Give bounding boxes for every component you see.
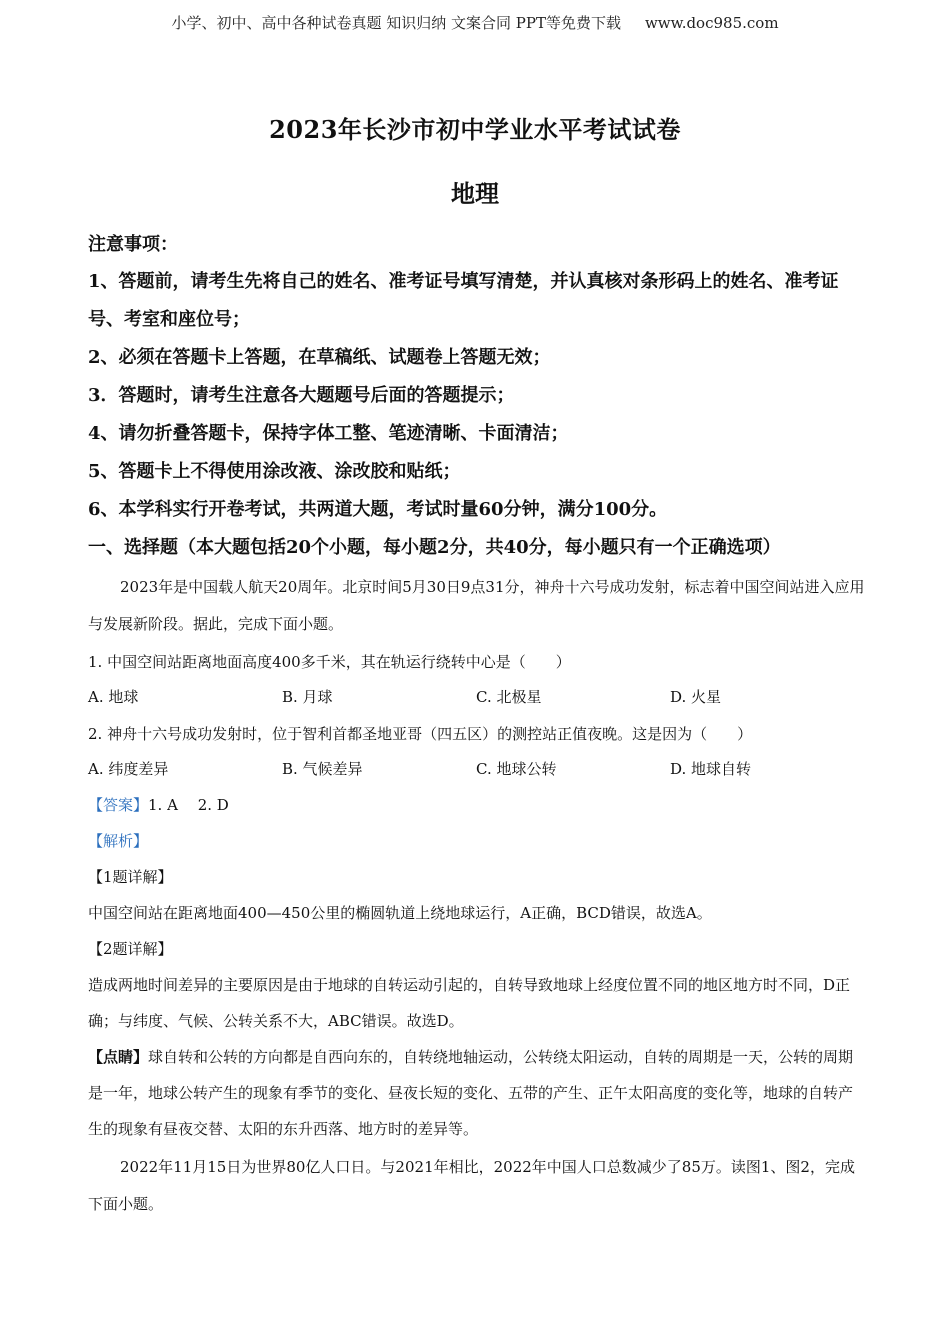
note-item-3: 3．答题时，请考生注意各大题题号后面的答题提示； — [88, 385, 515, 406]
point-paragraph — [88, 1039, 866, 1147]
point-label: 【点睛】 — [88, 1048, 149, 1066]
detail-2-label: 【2题详解】 — [88, 940, 173, 958]
answer-line — [88, 787, 866, 823]
note-item-6: 6、本学科实行开卷考试，共两道大题，考试时量60分钟，满分100分。 — [88, 499, 668, 520]
note-item-5: 5、答题卡上不得使用涂改液、涂改胶和贴纸； — [88, 461, 461, 482]
point-text: 球自转和公转的方向都是自西向东的，自转绕地轴运动，公转绕太阳运动，自转的周期是一天，公转的周期是一年，地球公转产生的现象有季节的变化、昼夜长短的变化、五带的产生、正午太阳高度的变化等，地球的自转产生的现象有昼夜交替、太阳的东升西落、地方时的差异等。 — [88, 1048, 854, 1138]
q1-option-c: C. 北极星 — [476, 688, 542, 706]
analysis-label: 【解析】 — [88, 832, 149, 850]
q2-option-d: D. 地球自转 — [670, 760, 752, 778]
question-1-options — [88, 679, 866, 715]
detail-1-label: 【1题详解】 — [88, 868, 173, 886]
exam-title: 2023年长沙市初中学业水平考试试卷 — [269, 115, 681, 144]
page-header — [0, 12, 950, 33]
detail-1-text: 中国空间站在距离地面400—450公里的椭圆轨道上绕地球运行，A正确，BCD错误，故选A。 — [88, 904, 712, 922]
notes-heading: 注意事项： — [88, 234, 178, 255]
section-title: 一、选择题（本大题包括20个小题，每小题2分，共40分，每小题只有一个正确选项） — [88, 537, 781, 558]
note-item-1: 1、答题前，请考生先将自己的姓名、准考证号填写清楚，并认真核对条形码上的姓名、准考证号、考室和座位号； — [88, 271, 839, 330]
question-1: 1. 中国空间站距离地面高度400多千米，其在轨运行绕转中心是（ ） — [88, 653, 571, 671]
q1-option-d: D. 火星 — [670, 688, 722, 706]
note-item-4: 4、请勿折叠答题卡，保持字体工整、笔迹清晰、卡面清洁； — [88, 423, 569, 444]
question-intro-2: 2022年11月15日为世界80亿人口日。与2021年相比，2022年中国人口总数减少了85万。读图1、图2，完成下面小题。 — [88, 1158, 855, 1213]
q2-option-c: C. 地球公转 — [476, 760, 557, 778]
q2-option-b: B. 气候差异 — [282, 760, 363, 778]
header-site: www.doc985.com — [644, 14, 779, 32]
header-text: 小学、初中、高中各种试卷真题 知识归纳 文案合同 PPT等免费下载 — [171, 14, 621, 32]
exam-content — [88, 227, 866, 1223]
q1-option-b: B. 月球 — [282, 688, 333, 706]
question-intro: 2023年是中国载人航天20周年。北京时间5月30日9点31分，神舟十六号成功发射，标志着中国空间站进入应用与发展新阶段。据此，完成下面小题。 — [88, 578, 865, 633]
answer-label: 【答案】 — [88, 796, 149, 814]
q1-option-a: A. 地球 — [88, 688, 139, 706]
q2-option-a: A. 纬度差异 — [88, 760, 169, 778]
answer-value: 1. A 2. D — [148, 796, 229, 814]
note-item-2: 2、必须在答题卡上答题，在草稿纸、试题卷上答题无效； — [88, 347, 551, 368]
question-2-options — [88, 751, 866, 787]
detail-2-text: 造成两地时间差异的主要原因是由于地球的自转运动引起的，自转导致地球上经度位置不同的地区地方时不同，D正确；与纬度、气候、公转关系不大，ABC错误。故选D。 — [88, 976, 851, 1030]
exam-subject: 地理 — [451, 179, 499, 208]
question-2: 2. 神舟十六号成功发射时，位于智利首都圣地亚哥（四五区）的测控站正值夜晚。这是因为（ ） — [88, 725, 753, 743]
